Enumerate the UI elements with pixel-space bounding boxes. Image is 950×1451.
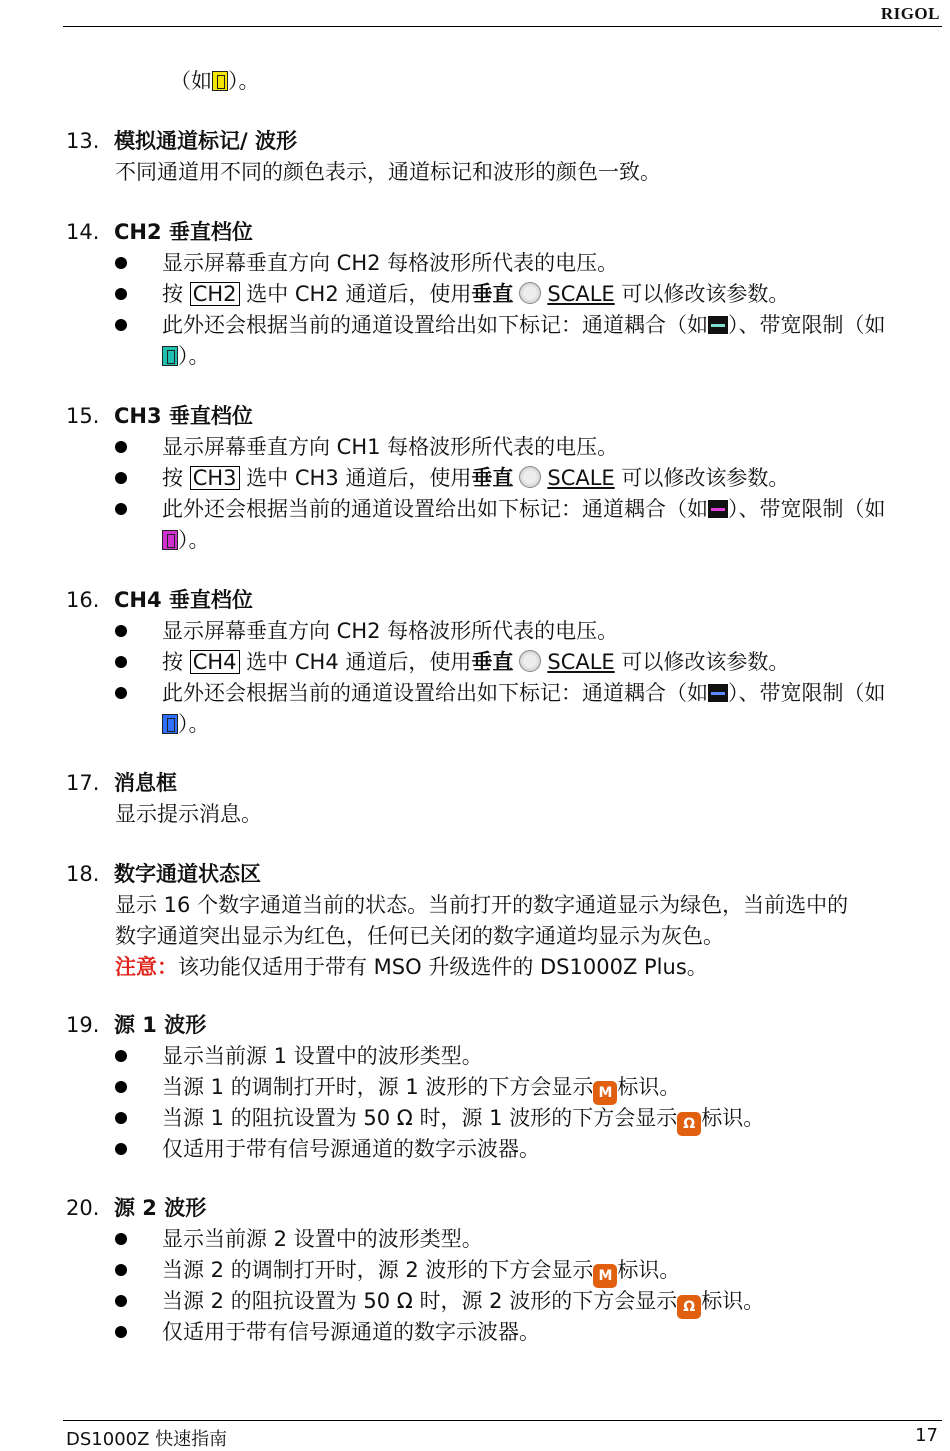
section-18-line-2: 数字通道突出显示为红色，任何已关闭的数字通道均显示为灰色。	[115, 924, 724, 948]
section-17-body: 显示提示消息。	[115, 802, 262, 826]
bandwidth-limit-icon	[212, 71, 228, 91]
section-13-body: 不同通道用不同的颜色表示，通道标记和波形的颜色一致。	[115, 160, 661, 184]
text: （如	[170, 69, 212, 93]
bullet	[115, 1326, 127, 1338]
section-19-bullet-1: 显示当前源 1 设置中的波形类型。	[162, 1044, 483, 1068]
section-20-bullet-2: 当源 2 的调制打开时，源 2 波形的下方会显示 M 标识。	[162, 1257, 680, 1288]
coupling-icon	[708, 316, 728, 334]
coupling-icon	[708, 684, 728, 702]
section-16-bullet-1: 显示屏幕垂直方向 CH2 每格波形所代表的电压。	[162, 619, 619, 643]
ch2-key: CH2	[190, 282, 240, 306]
bandwidth-limit-icon	[162, 714, 178, 734]
bullet	[115, 1050, 127, 1062]
section-20-bullet-4: 仅适用于带有信号源通道的数字示波器。	[162, 1320, 540, 1344]
bullet	[115, 687, 127, 699]
bullet	[115, 288, 127, 300]
section-14-title: 14. CH2 垂直档位	[66, 220, 253, 244]
page-number: 17	[915, 1425, 938, 1446]
section-17-title: 17. 消息框	[66, 771, 177, 795]
section-18-note: 注意：该功能仅适用于带有 MSO 升级选件的 DS1000Z Plus。	[115, 955, 708, 979]
bandwidth-limit-icon	[162, 346, 178, 366]
section-18-title: 18. 数字通道状态区	[66, 862, 261, 886]
ch3-key: CH3	[190, 466, 240, 490]
modulation-icon: M	[593, 1264, 617, 1288]
scale-knob-icon	[519, 282, 541, 304]
bullet	[115, 319, 127, 331]
text: ）。	[228, 69, 260, 93]
impedance-icon: Ω	[677, 1112, 701, 1136]
bullet	[115, 441, 127, 453]
section-15-bullet-3: 此外还会根据当前的通道设置给出如下标记：通道耦合（如 ）、带宽限制（如	[162, 497, 886, 521]
section-16-bullet-3-cont: ）。	[162, 711, 210, 737]
section-16-bullet-2: 按 CH4 选中 CH4 通道后，使用垂直 SCALE 可以修改该参数。	[162, 650, 790, 674]
scale-knob-icon	[519, 466, 541, 488]
bullet	[115, 656, 127, 668]
bullet	[115, 1264, 127, 1276]
section-14-bullet-3: 此外还会根据当前的通道设置给出如下标记：通道耦合（如 ）、带宽限制（如	[162, 313, 886, 337]
bullet	[115, 625, 127, 637]
bullet	[115, 1143, 127, 1155]
section-19-title: 19. 源 1 波形	[66, 1013, 207, 1037]
header-brand: RIGOL	[880, 4, 940, 23]
section-18-line-1: 显示 16 个数字通道当前的状态。当前打开的数字通道显示为绿色，当前选中的	[115, 893, 849, 917]
section-14-bullet-1: 显示屏幕垂直方向 CH2 每格波形所代表的电压。	[162, 251, 619, 275]
impedance-icon: Ω	[677, 1295, 701, 1319]
section-19-bullet-3: 当源 1 的阻抗设置为 50 Ω 时，源 1 波形的下方会显示 Ω 标识。	[162, 1105, 764, 1136]
section-15-bullet-2: 按 CH3 选中 CH3 通道后，使用垂直 SCALE 可以修改该参数。	[162, 466, 790, 490]
section-16-bullet-3: 此外还会根据当前的通道设置给出如下标记：通道耦合（如 ）、带宽限制（如	[162, 681, 886, 705]
section-20-bullet-3: 当源 2 的阻抗设置为 50 Ω 时，源 2 波形的下方会显示 Ω 标识。	[162, 1288, 764, 1319]
header-rule	[63, 26, 942, 27]
scale-knob-icon	[519, 650, 541, 672]
ch4-key: CH4	[190, 650, 240, 674]
bullet	[115, 257, 127, 269]
section-14-bullet-2: 按 CH2 选中 CH2 通道后，使用垂直 SCALE 可以修改该参数。	[162, 282, 790, 306]
modulation-icon: M	[593, 1081, 617, 1105]
section-15-bullet-3-cont: ）。	[162, 527, 210, 553]
section-20-bullet-1: 显示当前源 2 设置中的波形类型。	[162, 1227, 483, 1251]
bullet	[115, 1081, 127, 1093]
coupling-icon	[708, 500, 728, 518]
bullet	[115, 472, 127, 484]
continuation-line	[170, 68, 260, 94]
section-19-bullet-2: 当源 1 的调制打开时，源 1 波形的下方会显示 M 标识。	[162, 1074, 680, 1105]
bandwidth-limit-icon	[162, 530, 178, 550]
section-14-bullet-3-cont: ）。	[162, 343, 210, 369]
section-20-title: 20. 源 2 波形	[66, 1196, 207, 1220]
footer-doc-title: DS1000Z 快速指南	[66, 1429, 228, 1450]
section-15-title: 15. CH3 垂直档位	[66, 404, 253, 428]
bullet	[115, 1233, 127, 1245]
section-13-title: 13. 模拟通道标记/ 波形	[66, 129, 297, 153]
section-15-bullet-1: 显示屏幕垂直方向 CH1 每格波形所代表的电压。	[162, 435, 619, 459]
section-19-bullet-4: 仅适用于带有信号源通道的数字示波器。	[162, 1137, 540, 1161]
section-16-title: 16. CH4 垂直档位	[66, 588, 253, 612]
bullet	[115, 1295, 127, 1307]
bullet	[115, 1112, 127, 1124]
bullet	[115, 503, 127, 515]
footer-rule	[63, 1420, 942, 1421]
note-label: 注意：	[115, 955, 178, 979]
